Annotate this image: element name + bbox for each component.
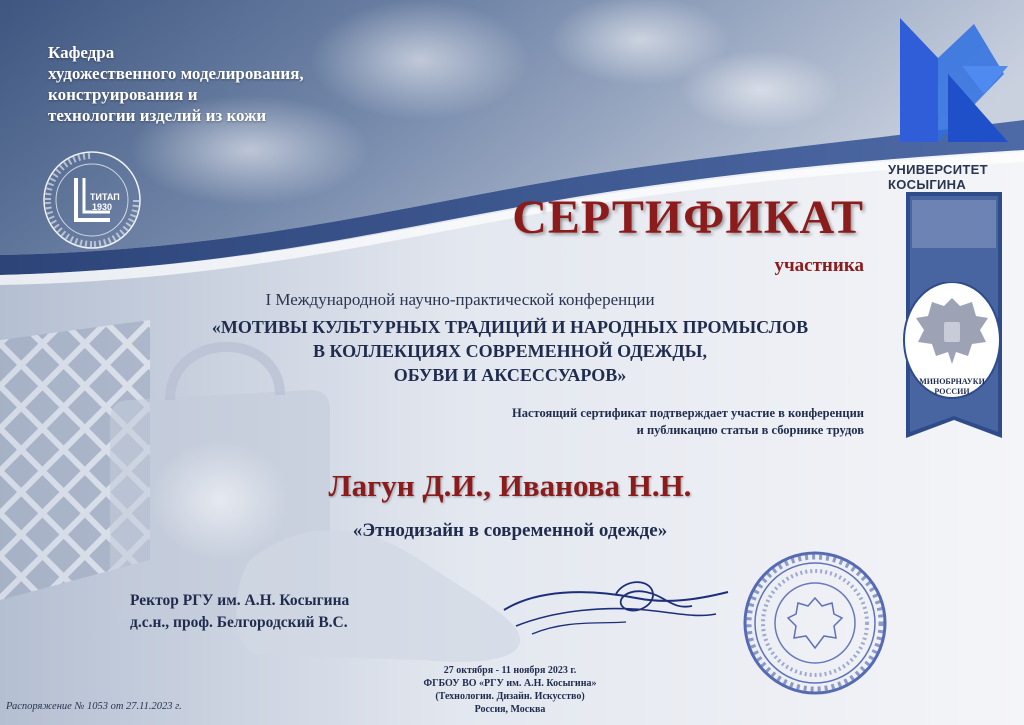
- titap-logo: [40, 148, 144, 252]
- confirmation-line: Настоящий сертификат подтверждает участие в конференции: [511, 406, 864, 420]
- recipient-names: Лагун Д.И., Иванова Н.Н.: [328, 468, 692, 503]
- confirmation-line: и публикацию статьи в сборнике трудов: [636, 423, 864, 437]
- university-name-line: КОСЫГИНА: [888, 177, 967, 192]
- conference-name-line: В КОЛЛЕКЦИЯХ СОВРЕМЕННОЙ ОДЕЖДЫ,: [313, 341, 707, 361]
- department-line: технологии изделий из кожи: [48, 106, 267, 125]
- university-logo: [896, 14, 1016, 159]
- rector-block: [130, 590, 450, 634]
- ministry-label-line: РОССИИ: [934, 387, 970, 396]
- department-line: художественного моделирования,: [48, 64, 304, 83]
- titap-name: ТИТАП: [90, 192, 120, 202]
- rector-name: д.с.н., проф. Белгородский В.С.: [130, 614, 348, 631]
- ministry-label: [900, 377, 1004, 397]
- conference-name: [140, 315, 880, 387]
- department-line: конструирования и: [48, 85, 198, 104]
- department-line: Кафедра: [48, 43, 115, 62]
- department-name: [48, 42, 378, 126]
- event-organizer-tagline: (Технологии. Дизайн. Искусство): [435, 691, 585, 702]
- event-info: [380, 664, 640, 716]
- conference-name-line: «МОТИВЫ КУЛЬТУРНЫХ ТРАДИЦИЙ И НАРОДНЫХ ПРОМЫСЛОВ: [211, 317, 809, 337]
- conference-intro: I Международной научно-практической конференции: [265, 290, 655, 309]
- event-organizer: ФГБОУ ВО «РГУ им. А.Н. Косыгина»: [423, 678, 597, 689]
- event-location: Россия, Москва: [474, 704, 546, 715]
- university-name-line: УНИВЕРСИТЕТ: [888, 162, 988, 177]
- titap-year: 1930: [92, 202, 113, 212]
- event-dates: 27 октября - 11 ноября 2023 г.: [443, 665, 577, 676]
- certificate-title: СЕРТИФИКАТ: [512, 191, 864, 244]
- ministry-label-line: МИНОБРНАУКИ: [919, 377, 985, 386]
- order-note: Распоряжение № 1053 от 27.11.2023 г.: [6, 701, 182, 712]
- conference-name-line: ОБУВИ И АКСЕССУАРОВ»: [393, 365, 627, 385]
- official-stamp: [740, 548, 890, 698]
- confirmation-text: [400, 405, 864, 439]
- rector-signature: [496, 570, 736, 650]
- certificate-subtitle: участника: [774, 255, 864, 276]
- article-title: «Этнодизайн в современной одежде»: [352, 520, 668, 541]
- rector-title: Ректор РГУ им. А.Н. Косыгина: [130, 592, 350, 609]
- university-name: [888, 162, 1018, 192]
